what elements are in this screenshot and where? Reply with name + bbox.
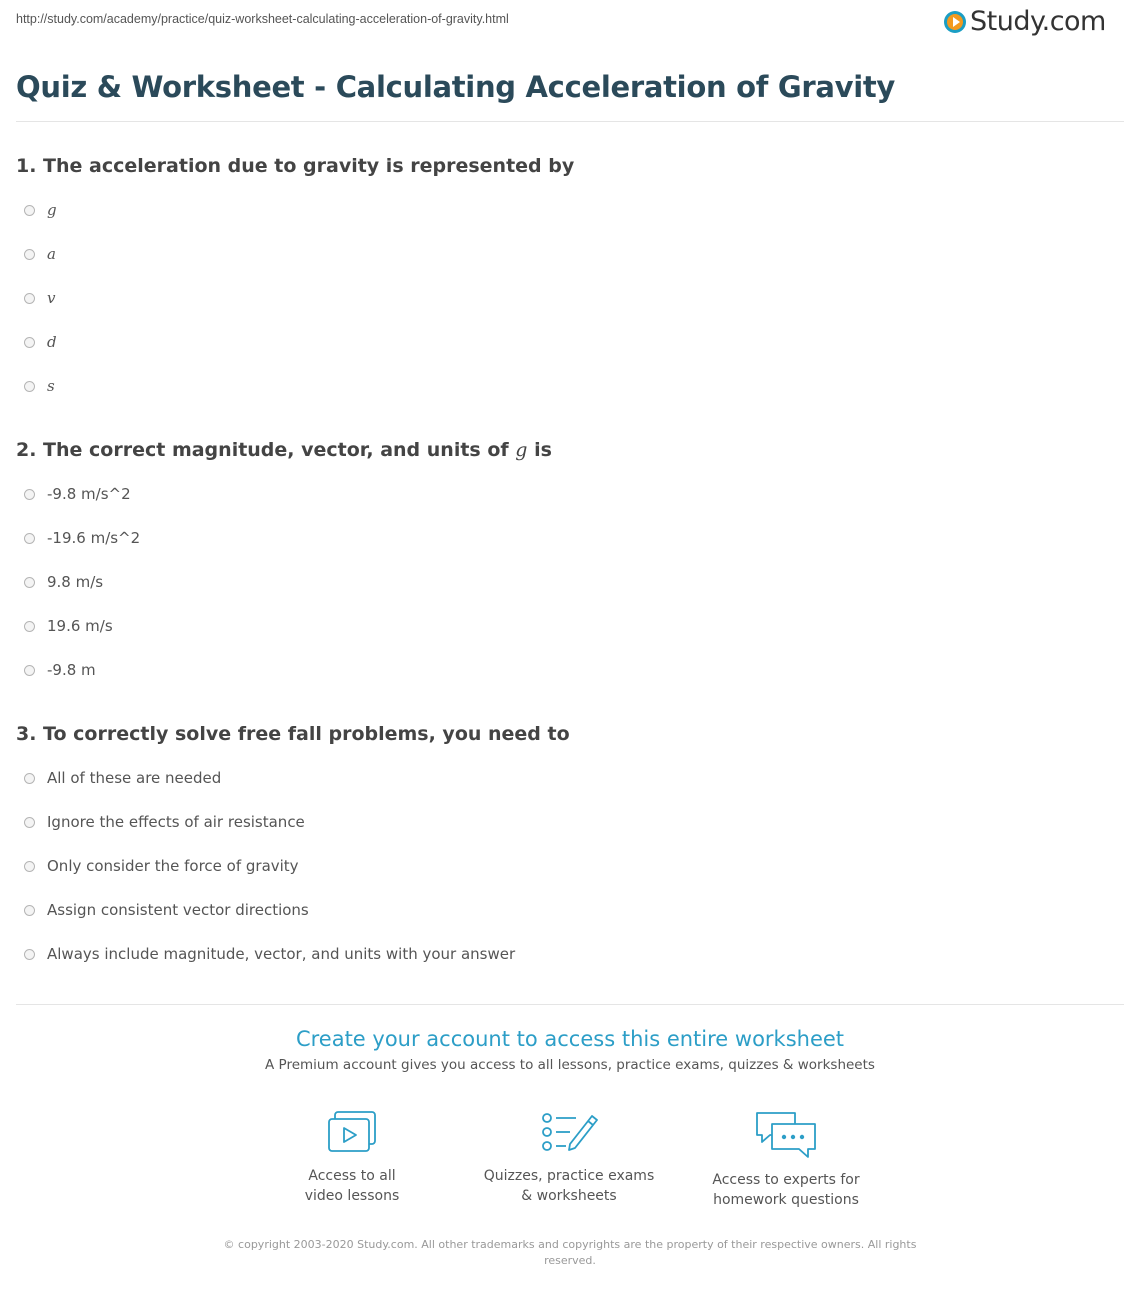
radio-button[interactable] (24, 489, 35, 500)
option-label: -19.6 m/s^2 (47, 529, 141, 547)
option-label: Ignore the effects of air resistance (47, 813, 305, 831)
option-label: d (47, 333, 57, 351)
option-label: 9.8 m/s (47, 573, 104, 591)
radio-button[interactable] (24, 773, 35, 784)
create-account-link[interactable]: Create your account to access this entire worksheet (295, 1027, 845, 1051)
copyright-notice: © copyright 2003-2020 Study.com. All other trademarks and copyrights are the property of their respective owners. All rights reserved. (223, 1238, 917, 1267)
feature-label: Quizzes, practice exams & worksheets (483, 1168, 655, 1204)
option-label: Only consider the force of gravity (47, 857, 299, 875)
quiz-checklist-icon (540, 1110, 598, 1156)
answer-option[interactable] (24, 201, 57, 219)
answer-option[interactable] (24, 333, 57, 351)
question-1: 1. The acceleration due to gravity is represented by (16, 155, 575, 177)
feature-experts (696, 1110, 876, 1210)
option-label: Always include magnitude, vector, and units with your answer (47, 945, 516, 963)
section-divider (16, 1004, 1124, 1005)
radio-button[interactable] (24, 949, 35, 960)
play-circle-icon (944, 11, 966, 33)
feature-video-lessons (262, 1110, 442, 1206)
radio-button[interactable] (24, 381, 35, 392)
video-lessons-icon (326, 1110, 378, 1156)
answer-option[interactable] (24, 617, 113, 635)
cta-subheading: A Premium account gives you access to all lessons, practice exams, quizzes & worksheets (265, 1057, 875, 1073)
radio-button[interactable] (24, 337, 35, 348)
feature-label: Access to experts for homework questions (712, 1172, 860, 1208)
option-label: Assign consistent vector directions (47, 901, 309, 919)
answer-option[interactable] (24, 573, 103, 591)
radio-button[interactable] (24, 577, 35, 588)
radio-button[interactable] (24, 249, 35, 260)
answer-option[interactable] (24, 901, 309, 919)
radio-button[interactable] (24, 861, 35, 872)
answer-option[interactable] (24, 769, 221, 787)
option-label: All of these are needed (47, 769, 222, 787)
answer-option[interactable] (24, 945, 515, 963)
question-2-text-end: is (527, 439, 552, 461)
page-title: Quiz & Worksheet - Calculating Acceleration of Gravity (16, 70, 896, 104)
answer-option[interactable] (24, 485, 131, 503)
radio-button[interactable] (24, 817, 35, 828)
feature-label: Access to all video lessons (304, 1168, 400, 1204)
option-label: v (47, 289, 56, 307)
chat-bubbles-icon (754, 1110, 818, 1160)
option-label: 19.6 m/s (47, 617, 113, 635)
answer-option[interactable] (24, 813, 305, 831)
answer-option[interactable] (24, 529, 140, 547)
logo-text: Study.com (970, 6, 1106, 37)
radio-button[interactable] (24, 293, 35, 304)
answer-option[interactable] (24, 377, 55, 395)
study-logo[interactable] (944, 6, 1106, 37)
option-label: g (47, 201, 57, 219)
title-divider (16, 121, 1124, 122)
answer-option[interactable] (24, 661, 96, 679)
answer-option[interactable] (24, 245, 56, 263)
question-2-text: 2. The correct magnitude, vector, and units of (16, 439, 516, 461)
feature-quizzes (479, 1110, 659, 1206)
radio-button[interactable] (24, 621, 35, 632)
option-label: -9.8 m/s^2 (47, 485, 131, 503)
answer-option[interactable] (24, 289, 55, 307)
question-2-symbol: g (515, 439, 528, 461)
radio-button[interactable] (24, 665, 35, 676)
question-2 (16, 439, 552, 461)
radio-button[interactable] (24, 905, 35, 916)
option-label: s (47, 377, 55, 395)
question-3: 3. To correctly solve free fall problems, you need to (16, 723, 570, 745)
option-label: a (47, 245, 56, 263)
radio-button[interactable] (24, 533, 35, 544)
radio-button[interactable] (24, 205, 35, 216)
page-url: http://study.com/academy/practice/quiz-worksheet-calculating-acceleration-of-gravity.html (16, 12, 509, 26)
answer-option[interactable] (24, 857, 299, 875)
option-label: -9.8 m (47, 661, 96, 679)
